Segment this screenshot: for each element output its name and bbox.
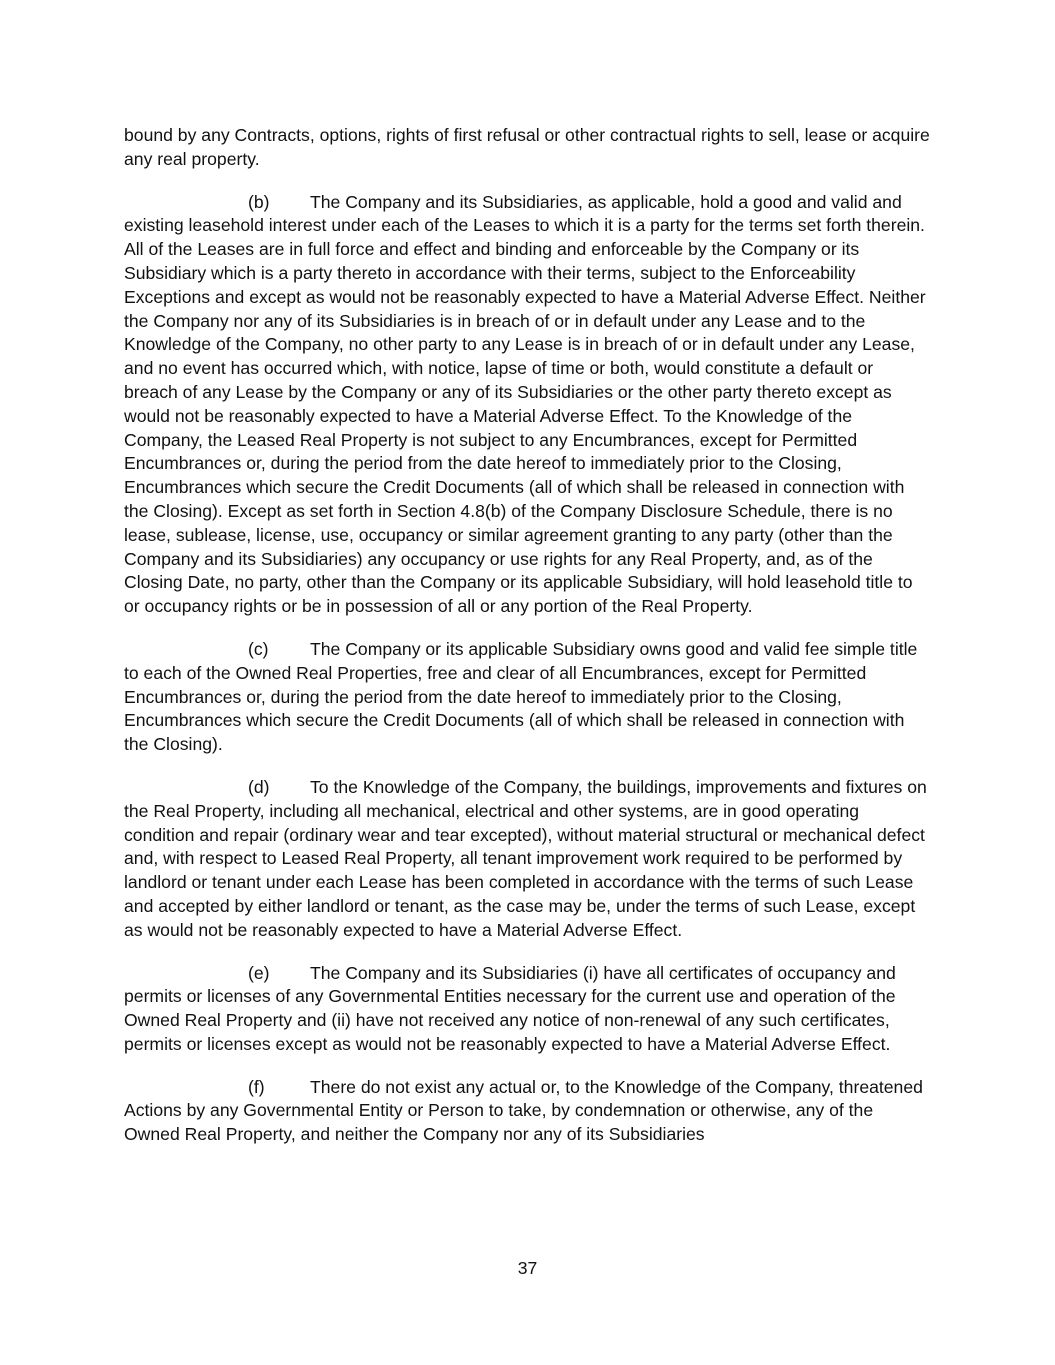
paragraph-text: bound by any Contracts, options, rights of first refusal or other contractual rights to sell, lease or acquire any real property. (124, 125, 930, 169)
paragraph-text: The Company and its Subsidiaries (i) have all certificates of occupancy and permits or licenses of any Governmental Entities necessary for the current use and operation of the Owned Real Property and (ii) have not received any notice of non-renewal of any such certificates, permits or licenses except as would not be reasonably expected to have a Material Adverse Effect. (124, 962, 896, 1054)
document-body (124, 124, 930, 1166)
paragraph-label: (c) (248, 638, 269, 659)
page-number: 37 (517, 1258, 538, 1278)
paragraph-d (124, 776, 930, 943)
paragraph-e (124, 962, 930, 1057)
paragraph-c (124, 638, 930, 757)
paragraph-label: (b) (248, 191, 270, 212)
paragraph-label: (f) (248, 1076, 265, 1097)
paragraph-b (124, 191, 930, 619)
paragraph-text: The Company and its Subsidiaries, as applicable, hold a good and valid and existing leasehold interest under each of the Leases to which it is a party for the terms set forth therein. All of the Leases are in full force and effect and binding and enforceable by the Company or its Subsidiary which is a party thereto in accordance with their terms, subject to the Enforceability Exceptions and except as would not be reasonably expected to have a Material Adverse Effect. Neither the Company nor any of its Subsidiaries is in breach of or in default under any Lease and to the Knowledge of the Company, no other party to any Lease is in breach of or in default under any Lease, and no event has occurred which, with notice, lapse of time or both, would constitute a default or breach of any Lease by the Company or any of its Subsidiaries or the other party thereto except as would not be reasonably expected to have a Material Adverse Effect. To the Knowledge of the Company, the Leased Real Property is not subject to any Encumbrances, except for Permitted Encumbrances or, during the period from the date hereof to immediately prior to the Closing, Encumbrances which secure the Credit Documents (all of which shall be released in connection with the Closing). Except as set forth in Section 4.8(b) of the Company Disclosure Schedule, there is no lease, sublease, license, use, occupancy or similar agreement granting to any party (other than the Company and its Subsidiaries) any occupancy or use rights for any Real Property, and, as of the Closing Date, no party, other than the Company or its applicable Subsidiary, will hold leasehold title to or occupancy rights or be in possession of all or any portion of the Real Property. (124, 191, 926, 617)
paragraph-text: To the Knowledge of the Company, the buildings, improvements and fixtures on the Real Property, including all mechanical, electrical and other systems, are in good operating condition and repair (ordinary wear and tear excepted), without material structural or mechanical defect and, with respect to Leased Real Property, all tenant improvement work required to be performed by landlord or tenant under each Lease has been completed in accordance with the terms of such Lease and accepted by either landlord or tenant, as the case may be, under the terms of such Lease, except as would not be reasonably expected to have a Material Adverse Effect. (124, 776, 927, 940)
paragraph-a-continuation (124, 124, 930, 172)
paragraph-text: There do not exist any actual or, to the Knowledge of the Company, threatened Actions by any Governmental Entity or Person to take, by condemnation or otherwise, any of the Owned Real Property, and neither the Company nor any of its Subsidiaries (124, 1076, 923, 1145)
paragraph-label: (e) (248, 962, 270, 983)
paragraph-f (124, 1076, 930, 1147)
paragraph-text: The Company or its applicable Subsidiary owns good and valid fee simple title to each of the Owned Real Properties, free and clear of all Encumbrances, except for Permitted Encumbrances or, during the period from the date hereof to immediately prior to the Closing, Encumbrances which secure the Credit Documents (all of which shall be released in connection with the Closing). (124, 638, 918, 755)
paragraph-label: (d) (248, 776, 270, 797)
